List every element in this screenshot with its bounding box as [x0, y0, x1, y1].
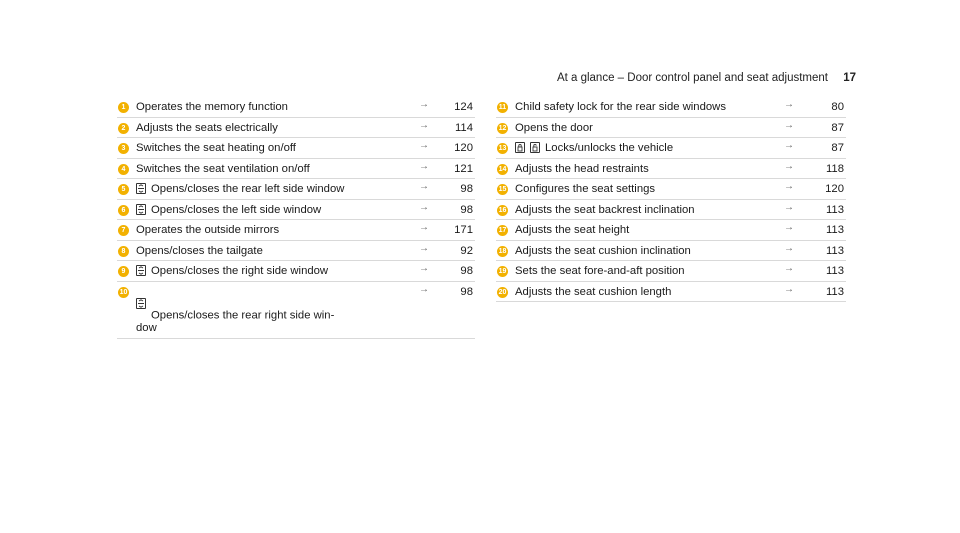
item-description: Opens/closes the tailgate	[136, 244, 263, 257]
list-item	[117, 97, 475, 118]
item-description: Adjusts the seat cushion length	[515, 285, 672, 298]
item-description: Adjusts the head restraints	[515, 162, 649, 175]
item-number-badge: 2	[118, 123, 129, 134]
arrow-icon: →	[419, 222, 429, 233]
arrow-icon: →	[419, 160, 429, 172]
list-item	[117, 261, 475, 282]
arrow-icon: →	[419, 181, 429, 192]
arrow-icon: →	[784, 201, 794, 213]
item-description: Configures the seat settings	[515, 183, 656, 195]
item-description: Locks/unlocks the vehicle	[545, 142, 674, 154]
list-item	[117, 220, 475, 241]
list-item	[496, 261, 846, 282]
item-number-badge: 6	[118, 205, 129, 216]
item-description: Switches the seat heating on/off	[136, 142, 296, 154]
arrow-icon: →	[419, 263, 429, 274]
item-description: Adjusts the seat cushion inclination	[515, 244, 691, 257]
item-number-badge: 18	[498, 247, 507, 255]
page-reference-link[interactable]: 118	[825, 162, 844, 175]
page-reference-link[interactable]: 92	[460, 244, 473, 257]
arrow-icon: →	[419, 119, 429, 131]
arrow-icon: →	[784, 119, 794, 131]
arrow-icon: →	[784, 99, 794, 110]
list-item	[496, 200, 846, 221]
list-item	[117, 200, 475, 221]
item-description: Opens/closes the right side window	[151, 265, 329, 277]
item-number-badge: 19	[498, 268, 507, 275]
arrow-icon: →	[419, 283, 429, 295]
item-number-badge: 1	[118, 102, 129, 113]
page-number: 17	[843, 72, 856, 84]
page-reference-link[interactable]: 113	[825, 285, 844, 298]
list-item	[117, 138, 475, 159]
window-switch-icon	[136, 298, 146, 309]
list-item	[496, 179, 846, 200]
list-item	[496, 282, 846, 303]
page-reference-link[interactable]: 121	[454, 162, 473, 175]
arrow-icon: →	[419, 99, 429, 110]
list-item	[117, 159, 475, 180]
arrow-icon: →	[419, 140, 429, 151]
arrow-icon: →	[784, 140, 794, 151]
item-number-badge: 7	[118, 225, 129, 236]
item-number-badge: 14	[498, 165, 507, 173]
item-description: Child safety lock for the rear side windows	[515, 101, 726, 113]
list-item	[117, 241, 475, 262]
page-reference-link[interactable]: 98	[460, 265, 473, 277]
arrow-icon: →	[419, 242, 429, 254]
unlock-icon	[530, 142, 540, 153]
page-reference-link[interactable]: 120	[825, 183, 844, 195]
page-reference-link[interactable]: 98	[460, 183, 473, 195]
list-item	[496, 241, 846, 262]
item-description: Sets the seat fore-and-aft position	[515, 265, 685, 277]
page-header	[557, 72, 856, 84]
arrow-icon: →	[784, 242, 794, 254]
arrow-icon: →	[784, 222, 794, 233]
item-number-badge: 10	[119, 288, 128, 296]
item-description: Adjusts the seats electrically	[136, 121, 278, 134]
item-number-badge: 5	[118, 184, 129, 195]
item-number-badge: 9	[118, 266, 129, 277]
item-number-badge: 11	[498, 104, 507, 111]
item-number-badge: 13	[498, 145, 507, 152]
arrow-icon: →	[784, 181, 794, 192]
item-description: Opens/closes the rear left side window	[151, 183, 345, 195]
list-item	[496, 118, 846, 139]
list-item	[117, 282, 475, 339]
item-description: Opens the door	[515, 121, 593, 134]
item-number-badge: 16	[498, 206, 507, 214]
page-reference-link[interactable]: 80	[831, 101, 844, 113]
item-description: Adjusts the seat backrest inclination	[515, 203, 695, 216]
item-description: Opens/closes the left side window	[151, 203, 322, 216]
arrow-icon: →	[784, 283, 794, 295]
list-item	[496, 138, 846, 159]
arrow-icon: →	[419, 201, 429, 213]
item-description: Operates the outside mirrors	[136, 224, 280, 236]
item-number-badge: 8	[118, 246, 129, 257]
page-reference-link[interactable]: 113	[825, 224, 844, 236]
list-item	[117, 179, 475, 200]
window-switch-icon	[136, 265, 146, 276]
item-number-badge: 15	[498, 186, 507, 193]
left-column	[117, 97, 475, 339]
window-switch-icon	[136, 204, 146, 215]
list-item	[496, 220, 846, 241]
list-item	[496, 159, 846, 180]
page-reference-link[interactable]: 113	[825, 265, 844, 277]
item-description: Adjusts the seat height	[515, 224, 630, 236]
arrow-icon: →	[784, 160, 794, 172]
header-title: At a glance – Door control panel and seat adjustment	[556, 72, 828, 84]
lock-icon	[515, 142, 525, 153]
item-number-badge: 4	[118, 164, 129, 175]
item-number-badge: 17	[498, 227, 507, 234]
window-switch-icon	[136, 183, 146, 194]
page-reference-link[interactable]: 113	[825, 244, 844, 257]
list-item	[496, 97, 846, 118]
item-description: Switches the seat ventilation on/off	[136, 162, 310, 175]
item-number-badge: 12	[498, 124, 507, 132]
right-column	[496, 97, 846, 302]
page-reference-link[interactable]: 114	[454, 121, 473, 134]
arrow-icon: →	[784, 263, 794, 274]
page-reference-link[interactable]: 124	[454, 101, 473, 113]
item-description: Operates the memory function	[136, 101, 288, 113]
page-reference-link[interactable]: 120	[454, 142, 473, 154]
page-reference-link[interactable]: 171	[454, 224, 473, 236]
item-description: Opens/closes the rear right side win- dow	[136, 309, 335, 334]
page-reference-link[interactable]: 98	[460, 203, 473, 216]
list-item	[117, 118, 475, 139]
page-reference-link[interactable]: 113	[825, 203, 844, 216]
page-reference-link[interactable]: 87	[831, 142, 844, 154]
item-number-badge: 20	[498, 288, 507, 296]
page-reference-link[interactable]: 98	[460, 285, 473, 298]
page-reference-link[interactable]: 87	[831, 121, 844, 134]
item-number-badge: 3	[118, 143, 129, 154]
